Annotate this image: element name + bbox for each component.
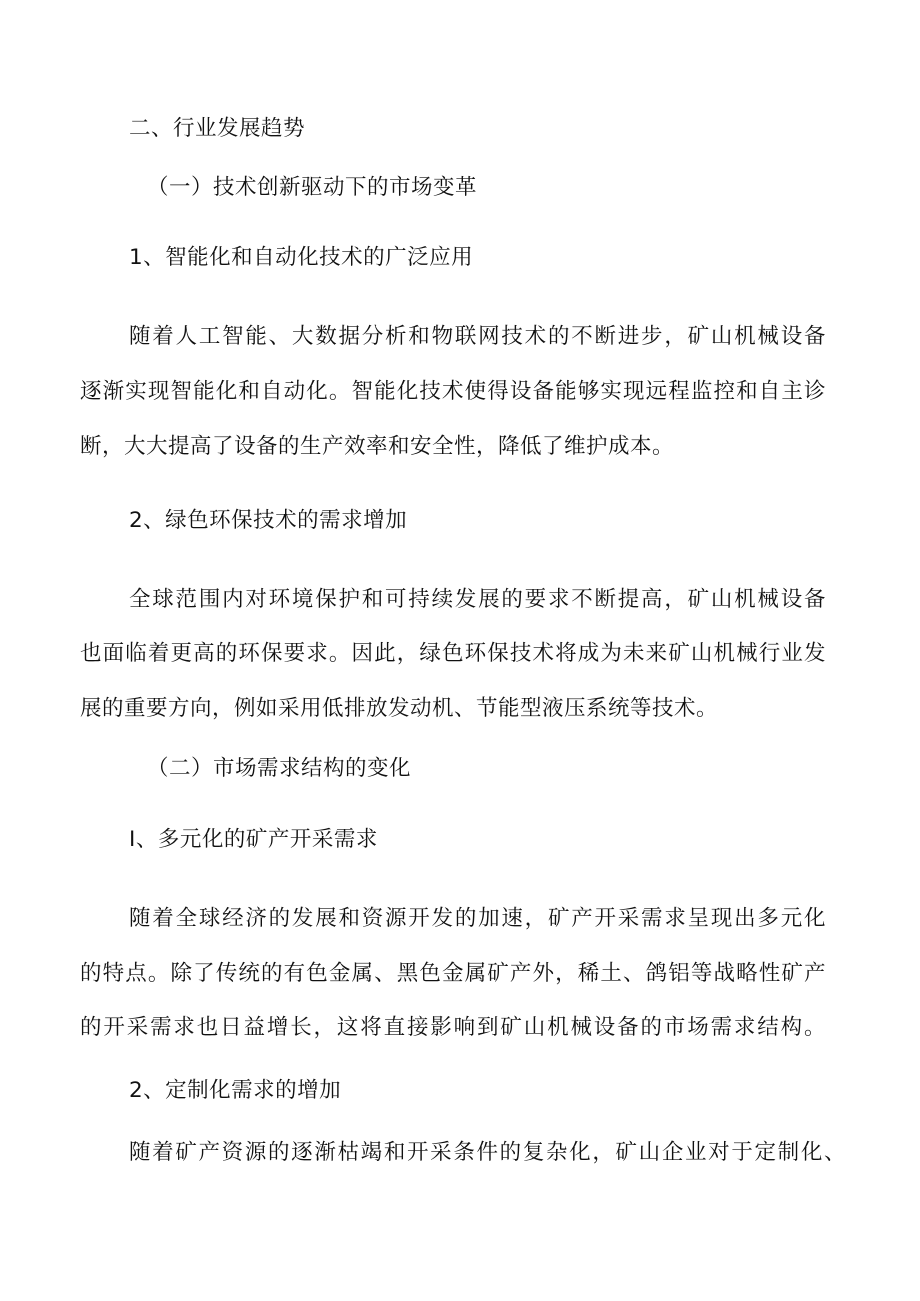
- paragraph-line: 随着人工智能、大数据分析和物联网技术的不断进步，矿山机械设备: [129, 324, 826, 349]
- paragraph-line: 展的重要方向，例如采用低排放发动机、节能型液压系统等技术。: [80, 696, 719, 721]
- paragraph-line: 随着矿产资源的逐渐枯竭和开采条件的复杂化，矿山企业对于定制化、: [129, 1140, 846, 1165]
- item-title-1-1: 1、智能化和自动化技术的广泛应用: [129, 245, 474, 270]
- subsection-title-1: （一）技术创新驱动下的市场变革: [147, 175, 478, 200]
- paragraph-line: 全球范围内对环境保护和可持续发展的要求不断提高，矿山机械设备: [129, 587, 826, 612]
- subsection-title-2: （二）市场需求结构的变化: [147, 756, 412, 781]
- item-title-1-2: 2、绿色环保技术的需求增加: [129, 508, 408, 533]
- item-title-2-1: I、多元化的矿产开采需求: [129, 827, 378, 852]
- item-title-2-2: 2、定制化需求的增加: [129, 1078, 342, 1103]
- paragraph-line: 的开采需求也日益增长，这将直接影响到矿山机械设备的市场需求结构。: [80, 1015, 826, 1040]
- paragraph-line: 的特点。除了传统的有色金属、黑色金属矿产外，稀土、鸽铝等战略性矿产: [80, 961, 826, 986]
- paragraph-line: 逐渐实现智能化和自动化。智能化技术使得设备能够实现远程监控和自主诊: [80, 379, 826, 404]
- paragraph-line: 断，大大提高了设备的生产效率和安全性，降低了维护成本。: [80, 434, 675, 459]
- paragraph-line: 随着全球经济的发展和资源开发的加速，矿产开采需求呈现出多元化: [129, 906, 826, 931]
- section-heading: 二、行业发展趋势: [129, 116, 306, 141]
- paragraph-line: 也面临着更高的环保要求。因此，绿色环保技术将成为未来矿山机械行业发: [80, 641, 826, 666]
